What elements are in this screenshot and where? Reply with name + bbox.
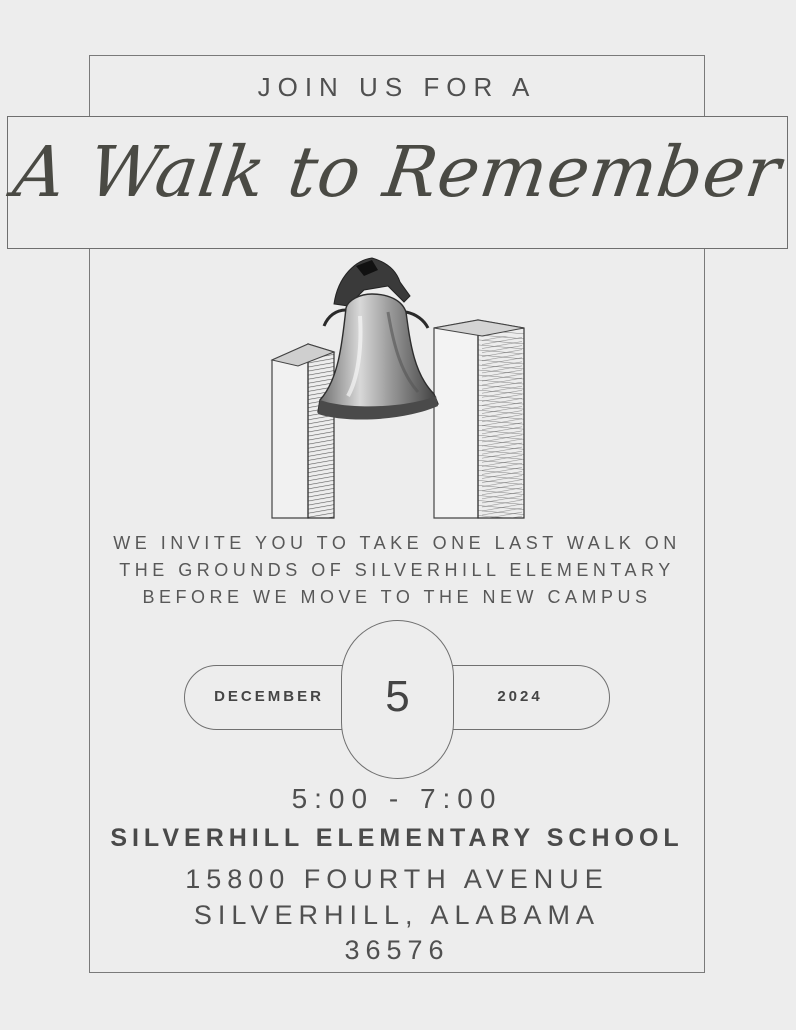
intro-text: JOIN US FOR A (257, 72, 537, 102)
date-day: 5 (385, 672, 410, 721)
date-month: DECEMBER (214, 688, 324, 705)
invitation-text (89, 530, 705, 611)
invitation-line: THE GROUNDS OF SILVERHILL ELEMENTARY (119, 560, 675, 580)
event-title: A Walk to Remember (8, 131, 787, 213)
address-street: 15800 FOURTH AVENUE (185, 864, 609, 894)
bell-illustration (268, 256, 528, 520)
title-banner (7, 116, 788, 249)
address-zip: 36576 (344, 935, 450, 965)
invitation-line: BEFORE WE MOVE TO THE NEW CAMPUS (142, 587, 652, 607)
venue-name: SILVERHILL ELEMENTARY SCHOOL (110, 824, 684, 852)
invitation-line: WE INVITE YOU TO TAKE ONE LAST WALK ON (113, 533, 681, 553)
event-time: 5:00 - 7:00 (291, 783, 503, 814)
date-year: 2024 (497, 688, 543, 705)
address-city-state: SILVERHILL, ALABAMA (193, 900, 601, 930)
